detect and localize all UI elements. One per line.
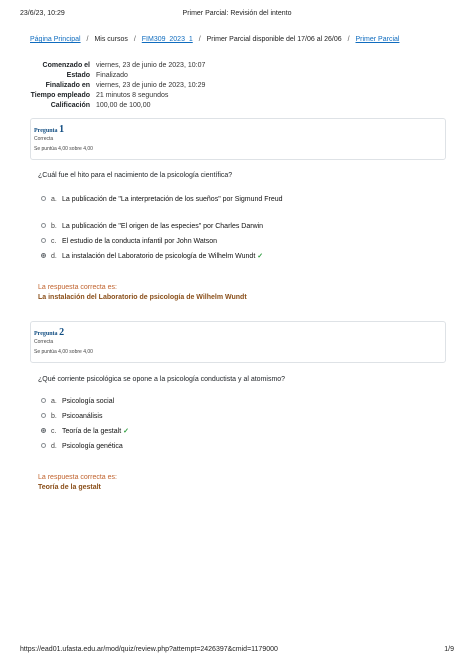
feedback-correct-answer: Teoría de la gestalt: [38, 484, 101, 491]
print-url: https://ead01.ufasta.edu.ar/mod/quiz/review.php?attempt=2426397&cmid=1179000: [20, 646, 278, 653]
summary-row-grade: [30, 101, 205, 111]
summary-value: Finalizado: [96, 72, 128, 79]
feedback-box: [38, 284, 247, 301]
summary-row-state: [30, 71, 205, 81]
answer-letter: a.: [51, 196, 57, 203]
radio-button-checked[interactable]: [41, 253, 46, 258]
summary-label: Estado: [66, 72, 90, 79]
answer-text: Psicoanálisis: [62, 413, 103, 420]
breadcrumb-section: Primer Parcial disponible del 17/06 al 26/06: [206, 36, 342, 43]
summary-value: viernes, 23 de junio de 2023, 10:07: [96, 62, 206, 69]
question-prefix: Pregunta: [34, 128, 58, 134]
answer-text: La publicación de "El origen de las especies" por Charles Darwin: [62, 223, 264, 230]
feedback-title: La respuesta correcta es:: [38, 474, 117, 481]
summary-value: 100,00 de 100,00: [96, 102, 151, 109]
question-text: ¿Cuál fue el hito para el nacimiento de la psicología científica?: [38, 172, 233, 179]
question-grade: Se puntúa 4,00 sobre 4,00: [34, 349, 93, 355]
radio-button[interactable]: [41, 398, 46, 403]
question-number-value: 2: [59, 327, 65, 338]
summary-label: Finalizado en: [45, 82, 90, 89]
radio-button-checked[interactable]: [41, 428, 46, 433]
answer-text-value: La instalación del Laboratorio de psicología de Wilhelm Wundt: [62, 253, 256, 260]
summary-value: 21 minutos 8 segundos: [96, 92, 169, 99]
feedback-correct-answer: La instalación del Laboratorio de psicología de Wilhelm Wundt: [38, 294, 247, 301]
breadcrumb-separator: /: [347, 36, 350, 43]
print-date: 23/6/23, 10:29: [20, 10, 65, 17]
breadcrumb-separator: /: [198, 36, 201, 43]
summary-label: Comenzado el: [42, 62, 90, 69]
pdf-header: [20, 10, 454, 22]
answer-text: Psicología genética: [62, 443, 123, 450]
answer-text: [62, 424, 129, 439]
radio-button[interactable]: [41, 223, 46, 228]
summary-row-finished: [30, 81, 205, 91]
attempt-summary: [30, 61, 205, 111]
radio-button[interactable]: [41, 443, 46, 448]
question-number-value: 1: [59, 124, 65, 135]
question-text: ¿Qué corriente psicológica se opone a la psicología conductista y al atomismo?: [38, 376, 286, 383]
answer-letter: a.: [51, 398, 57, 405]
feedback-title: La respuesta correcta es:: [38, 284, 117, 291]
breadcrumb-quiz-link[interactable]: Primer Parcial: [355, 36, 400, 43]
radio-button[interactable]: [41, 238, 46, 243]
answer-text-value: Teoría de la gestalt: [62, 428, 122, 435]
answer-letter: d.: [51, 253, 57, 260]
answer-letter: b.: [51, 223, 57, 230]
feedback-box: [38, 474, 117, 491]
answer-letter: d.: [51, 443, 57, 450]
question-info-box: [30, 321, 446, 363]
answer-letter: c.: [51, 238, 57, 245]
answer-letter: c.: [51, 428, 57, 435]
answer-text: El estudio de la conducta infantil por John Watson: [62, 238, 218, 245]
breadcrumb-my-courses: Mis cursos: [94, 36, 128, 43]
question-info-box: [30, 118, 446, 160]
breadcrumb-home-link[interactable]: Página Principal: [30, 36, 81, 43]
answer-text: Psicología social: [62, 398, 115, 405]
question-grade: Se puntúa 4,00 sobre 4,00: [34, 146, 93, 152]
radio-button[interactable]: [41, 413, 46, 418]
question-state: Correcta: [34, 339, 54, 345]
summary-label: Tiempo empleado: [30, 92, 90, 99]
page-number: 1/9: [444, 646, 454, 653]
breadcrumb-separator: /: [133, 36, 136, 43]
breadcrumb-separator: /: [86, 36, 89, 43]
question-number: [34, 327, 64, 338]
summary-value: viernes, 23 de junio de 2023, 10:29: [96, 82, 206, 89]
breadcrumb-course-link[interactable]: FIM309_2023_1: [141, 36, 193, 43]
answer-letter: b.: [51, 413, 57, 420]
answer-text: [62, 249, 263, 264]
answer-text: La publicación de "La interpretación de los sueños" por Sigmund Freud: [62, 196, 283, 203]
summary-label: Calificación: [50, 102, 90, 109]
check-icon: ✓: [123, 428, 130, 435]
question-state: Correcta: [34, 136, 54, 142]
check-icon: ✓: [257, 253, 264, 260]
breadcrumb: [30, 36, 454, 43]
question-number: [34, 124, 64, 135]
summary-row-time: [30, 91, 205, 101]
radio-button[interactable]: [41, 196, 46, 201]
print-title: Primer Parcial: Revisión del intento: [182, 10, 292, 17]
pdf-footer: [20, 646, 454, 658]
summary-row-started: [30, 61, 205, 71]
question-prefix: Pregunta: [34, 331, 58, 337]
